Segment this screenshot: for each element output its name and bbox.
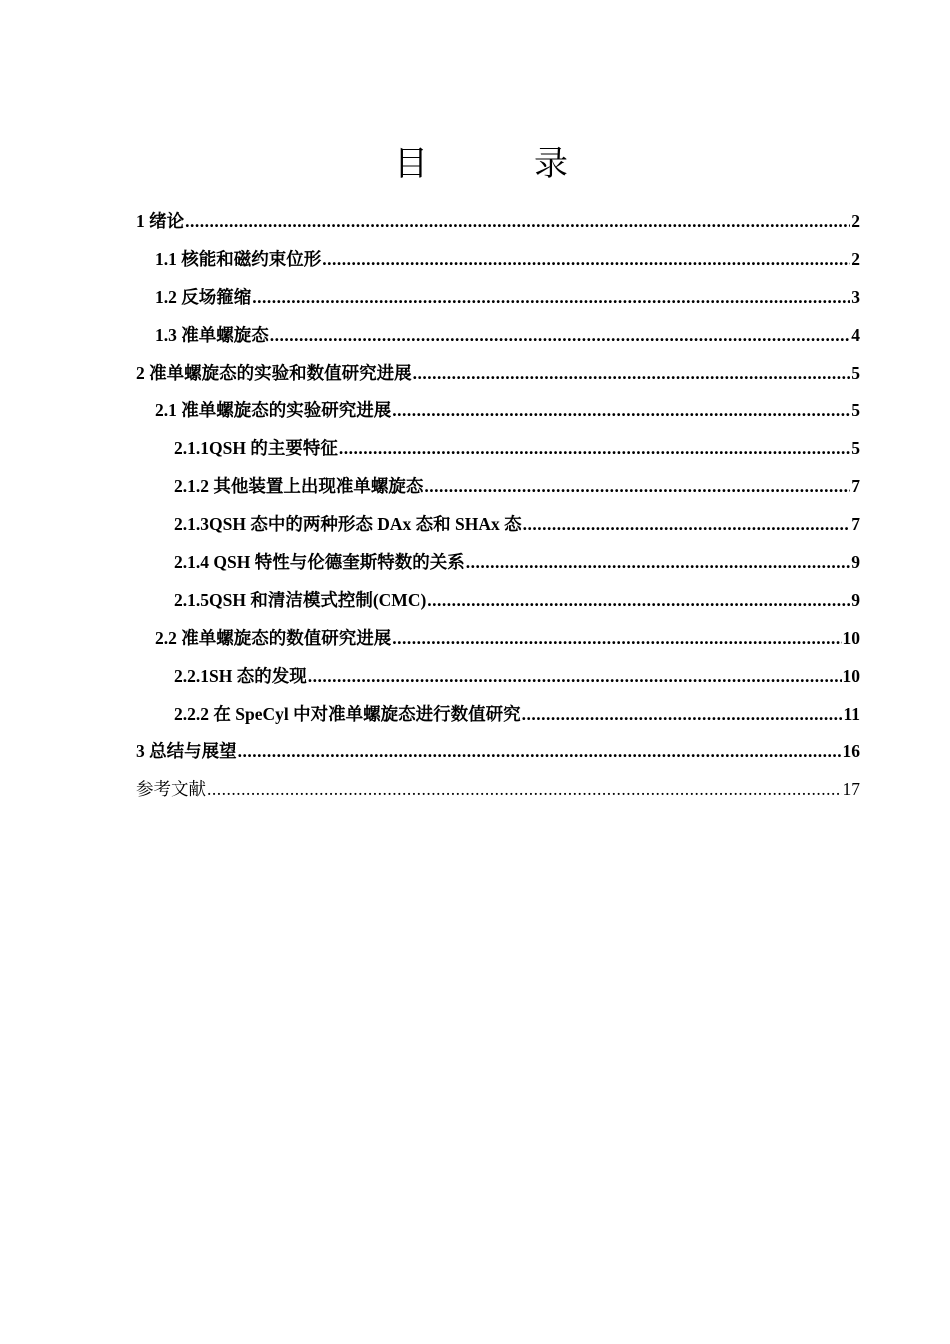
toc-dot-leader [270,317,851,355]
toc-title: 目 录 [394,146,604,183]
toc-entry-label: 1.3 准单螺旋态 [155,324,269,345]
toc-entry-page: 3 [851,286,860,307]
toc-entry[interactable] [136,355,860,393]
toc-dot-leader [466,544,851,582]
toc-entry-label: 2.2 准单螺旋态的数值研究进展 [155,627,392,648]
toc-entry[interactable] [136,468,860,506]
toc-dot-leader [392,620,841,658]
toc-entry-page: 5 [851,400,860,421]
toc-entry[interactable] [136,203,860,241]
toc-dot-leader [392,392,850,430]
toc-entry-page: 4 [851,324,860,345]
toc-entry-page: 7 [851,476,860,497]
toc-entry-label: 2.1.1QSH 的主要特征 [174,438,338,459]
toc-entry[interactable] [136,544,860,582]
toc-dot-leader [424,468,850,506]
toc-entry[interactable] [136,317,860,355]
toc-dot-leader [427,582,850,620]
toc-entry-label: 2.1.3QSH 态中的两种形态 DAx 态和 SHAx 态 [174,514,522,535]
toc-dot-leader [339,430,850,468]
toc-entry-page: 10 [842,665,860,686]
toc-dot-leader [523,506,851,544]
toc-entry[interactable] [136,392,860,430]
toc-entry-page: 16 [842,741,860,762]
toc-entry-label: 1 绪论 [136,211,185,231]
toc-entry-page: 17 [842,779,860,800]
toc-entry-label: 2.1.5QSH 和清洁模式控制(CMC) [174,589,427,610]
toc-entry[interactable] [136,582,860,620]
toc-entry[interactable] [136,771,860,809]
toc-entry[interactable] [136,279,860,317]
toc-entry-page: 9 [851,589,860,610]
toc-dot-leader [413,355,851,393]
toc-dot-leader [207,771,842,809]
toc-entry[interactable] [136,733,860,771]
toc-dot-leader [185,203,850,241]
toc-dot-leader [238,733,842,771]
toc-entry[interactable] [136,241,860,279]
toc-entry-page: 7 [851,514,860,535]
toc-dot-leader [522,696,843,734]
toc-dot-leader [252,279,850,317]
toc-entry[interactable] [136,506,860,544]
toc-dot-leader [308,658,842,696]
toc-entry[interactable] [136,430,860,468]
toc-entry[interactable] [136,658,860,696]
toc-entry-label: 2.2.1SH 态的发现 [174,665,307,686]
toc-entry-page: 11 [843,703,860,724]
toc-entry-page: 2 [851,248,860,269]
toc-entry-page: 5 [851,362,860,383]
toc-entry-page: 2 [851,211,860,231]
toc-entry-label: 1.1 核能和磁约束位形 [155,248,322,269]
toc-entry-label: 3 总结与展望 [136,741,237,762]
toc-entry-page: 9 [851,552,860,573]
toc-entry-label: 2.1.2 其他装置上出现准单螺旋态 [174,476,424,497]
toc-entry[interactable] [136,620,860,658]
toc-entry-label: 2 准单螺旋态的实验和数值研究进展 [136,362,412,383]
toc-entry-label: 2.1 准单螺旋态的实验研究进展 [155,400,392,421]
toc-list [136,203,860,809]
toc-entry-page: 5 [851,438,860,459]
toc-dot-leader [322,241,850,279]
toc-entry-label: 参考文献 [136,779,206,800]
toc-entry-label: 2.1.4 QSH 特性与伦德奎斯特数的关系 [174,552,465,573]
toc-entry-label: 2.2.2 在 SpeCyl 中对准单螺旋态进行数值研究 [174,703,521,724]
toc-entry-page: 10 [842,627,860,648]
toc-entry[interactable] [136,696,860,734]
toc-entry-label: 1.2 反场箍缩 [155,286,252,307]
